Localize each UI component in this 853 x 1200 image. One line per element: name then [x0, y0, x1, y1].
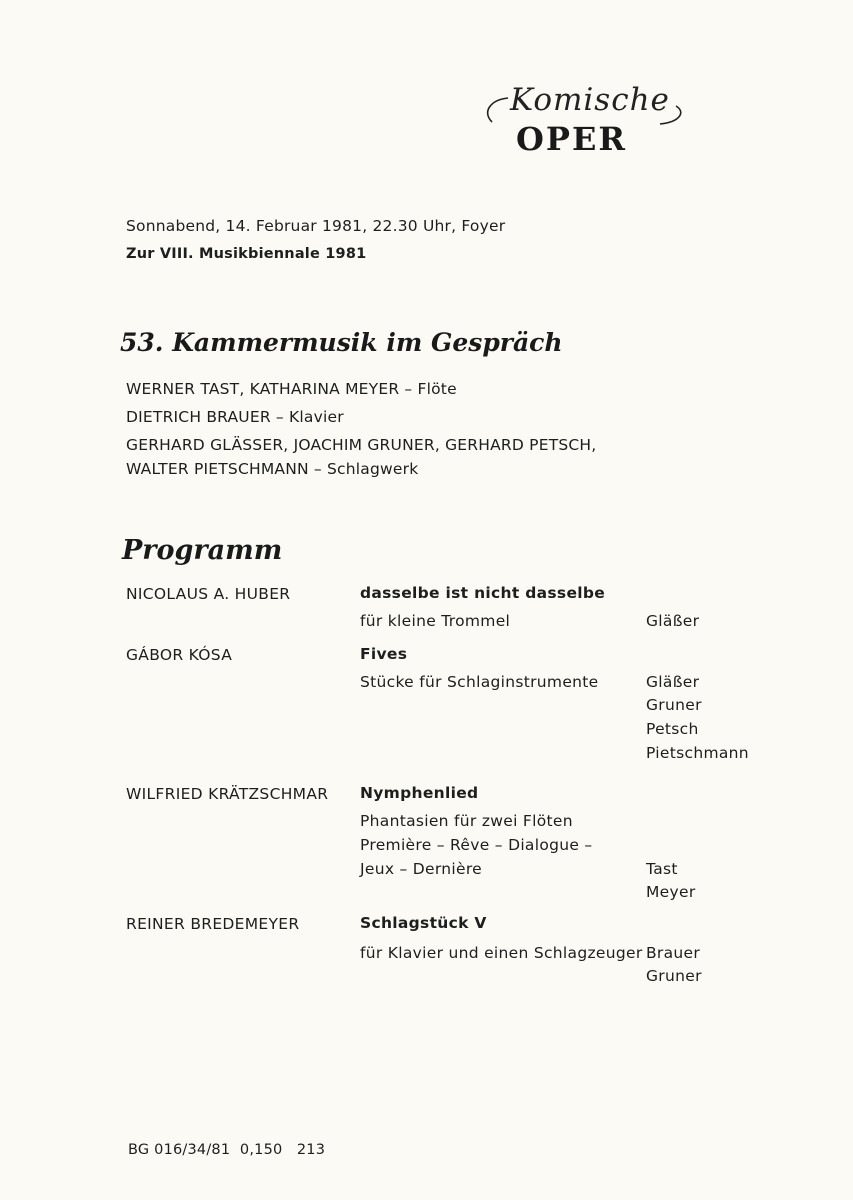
player-name: Tast	[646, 860, 678, 878]
logo-oper: OPER	[516, 120, 627, 158]
logo-komische: Komische	[510, 82, 670, 118]
player-name: Gruner	[646, 967, 702, 985]
composer-name: WILFRIED KRÄTZSCHMAR	[126, 785, 329, 803]
program-heading: Programm	[122, 535, 283, 566]
work-title: Schlagstück V	[360, 914, 487, 932]
work-title: dasselbe ist nicht dasselbe	[360, 584, 606, 602]
performer-line: WERNER TAST, KATHARINA MEYER – Flöte	[126, 380, 457, 398]
player-name: Petsch	[646, 720, 699, 738]
komische-oper-logo	[480, 82, 690, 166]
performer-line: WALTER PIETSCHMANN – Schlagwerk	[126, 460, 419, 478]
work-title: Nymphenlied	[360, 784, 479, 802]
player-name: Gläßer	[646, 612, 700, 630]
event-date: Sonnabend, 14. Februar 1981, 22.30 Uhr, Foyer	[126, 217, 506, 235]
performer-line: DIETRICH BRAUER – Klavier	[126, 408, 344, 426]
composer-name: NICOLAUS A. HUBER	[126, 585, 291, 603]
concert-title: 53. Kammermusik im Gespräch	[120, 328, 563, 357]
work-detail: Première – Rêve – Dialogue –	[360, 836, 593, 854]
player-name: Gläßer	[646, 673, 700, 691]
player-name: Pietschmann	[646, 744, 749, 762]
performer-line: GERHARD GLÄSSER, JOACHIM GRUNER, GERHARD PETSCH,	[126, 436, 597, 454]
work-detail: Phantasien für zwei Flöten	[360, 812, 573, 830]
work-detail: für kleine Trommel	[360, 612, 511, 630]
work-title: Fives	[360, 645, 408, 663]
work-detail: Stücke für Schlaginstrumente	[360, 673, 599, 691]
event-occasion: Zur VIII. Musikbiennale 1981	[126, 246, 367, 262]
composer-name: REINER BREDEMEYER	[126, 915, 300, 933]
work-detail: für Klavier und einen Schlagzeuger	[360, 944, 643, 962]
work-detail: Jeux – Dernière	[360, 860, 483, 878]
composer-name: GÁBOR KÓSA	[126, 646, 233, 664]
player-name: Gruner	[646, 696, 702, 714]
print-code: BG 016/34/81 0,150 213	[128, 1142, 326, 1158]
player-name: Meyer	[646, 883, 696, 901]
player-name: Brauer	[646, 944, 701, 962]
